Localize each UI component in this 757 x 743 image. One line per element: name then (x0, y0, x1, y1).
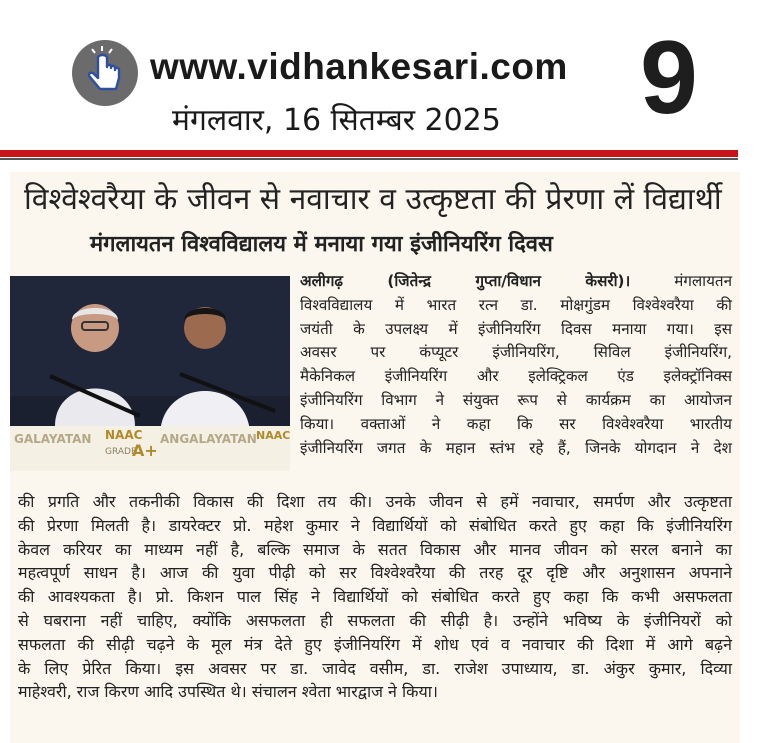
body-line-8: माहेश्वरी, राज किरण आदि उपस्थित थे। संचालन श्वेता भारद्वाज ने किया। (18, 682, 438, 702)
body-line-5: से घबराना नहीं चाहिए, क्योंकि असफलता ही सफलता की सीढ़ी है। उन्होंने भविष्य के इंजीनियरों को (18, 610, 732, 630)
photo-banner-grade: GRADE (105, 447, 137, 457)
photo-banner-right: ANGALAYATAN (160, 432, 257, 446)
article-dateline: अलीगढ़ (जितेन्द्र गुप्ता/विधान केसरी)। (300, 272, 631, 290)
body-line-3: महत्वपूर्ण साधन है। आज की युवा पीढ़ी को सर विश्वेश्वरैया की तरह दूर दृष्टि और अनुशासन अपनाने (18, 563, 732, 583)
photo-banner-left: GALAYATAN (14, 432, 92, 446)
lead-line-1: विश्वविद्यालय में भारत रत्न डा. मोक्षगुंडम विश्वेश्वरैया की (300, 295, 732, 314)
lead-text-0: मंगलायतन (674, 272, 733, 290)
body-line-7: के लिए प्रेरित किया। इस अवसर पर डा. जावेद वसीम, डा. राजेश उपाध्याय, डा. अंकुर कुमार, दिव्या (18, 658, 732, 678)
event-photo-illustration (10, 276, 290, 471)
page-number: 9 (640, 20, 698, 136)
body-line-2: केवल करियर का माध्यम नहीं है, बल्कि समाज के सतत विकास और मानव जीवन को सरल बनाने का (18, 539, 732, 559)
lead-line-7: इंजीनियरिंग जगत के महान स्तंभ रहे हैं, जिनके योगदान ने देश (300, 438, 732, 457)
photo-banner-grade-value: A+ (132, 441, 158, 460)
photo-banner-naac: NAAC (105, 428, 143, 442)
body-line-1: की प्रेरणा मिलती है। डायरेक्टर प्रो. महेश कुमार ने विद्यार्थियों को संबोधित करते हुए कहा कि इंजीनियरिंग (18, 515, 732, 535)
site-url: www.vidhankesari.com (150, 46, 568, 87)
article-lead (300, 270, 732, 460)
lead-line-6: किया। वक्ताओं ने कहा कि सर विश्वेश्वरैया भारतीय (300, 414, 732, 433)
article-headline: विश्वेश्वरैया के जीवन से नवाचार व उत्कृष्टता की प्रेरणा लें विद्यार्थी (24, 182, 722, 217)
lead-line-5: इंजीनियरिंग विभाग ने संयुक्त रूप से कार्यक्रम का आयोजन (300, 390, 732, 409)
news-article (10, 172, 740, 743)
article-photo (10, 276, 290, 471)
lead-line-3: अवसर पर कंप्यूटर इंजीनियरिंग, सिविल इंजीनियरिंग, (300, 343, 732, 362)
masthead-rule (0, 150, 738, 157)
pointing-hand-icon (72, 40, 138, 106)
issue-date: मंगलवार, 16 सितम्बर 2025 (172, 103, 501, 138)
lead-line-2: जयंती के उपलक्ष्य में इंजीनियरिंग दिवस मनाया गया। इस (300, 319, 732, 338)
lead-line-4: मैकेनिकल इंजीनियरिंग और इलेक्ट्रिकल एंड इलेक्ट्रॉनिक्स (300, 367, 732, 386)
masthead-rule-thin (0, 158, 738, 160)
photo-banner-naac-2: NAAC (256, 429, 290, 442)
body-line-4: की आवश्यकता है। प्रो. किशन पाल सिंह ने विद्यार्थियों को संबोधित करते हुए कहा कि कभी असफलता (18, 587, 732, 607)
body-line-6: सफलता की सीढ़ी चढ़ने के मूल मंत्र देते हुए इंजीनियरिंग में शोध एवं व नवाचार की दिशा में आगे बढ़ने (18, 634, 732, 654)
lead-line-0 (300, 270, 732, 294)
article-subheadline: मंगलायतन विश्वविद्यालय में मनाया गया इंजीनियरिंग दिवस (90, 232, 553, 257)
body-line-0: की प्रगति और तकनीकी विकास की दिशा तय की। उनके जीवन से हमें नवाचार, समर्पण और उत्कृष्टता (18, 492, 732, 511)
article-body (18, 490, 732, 704)
masthead (0, 0, 757, 150)
